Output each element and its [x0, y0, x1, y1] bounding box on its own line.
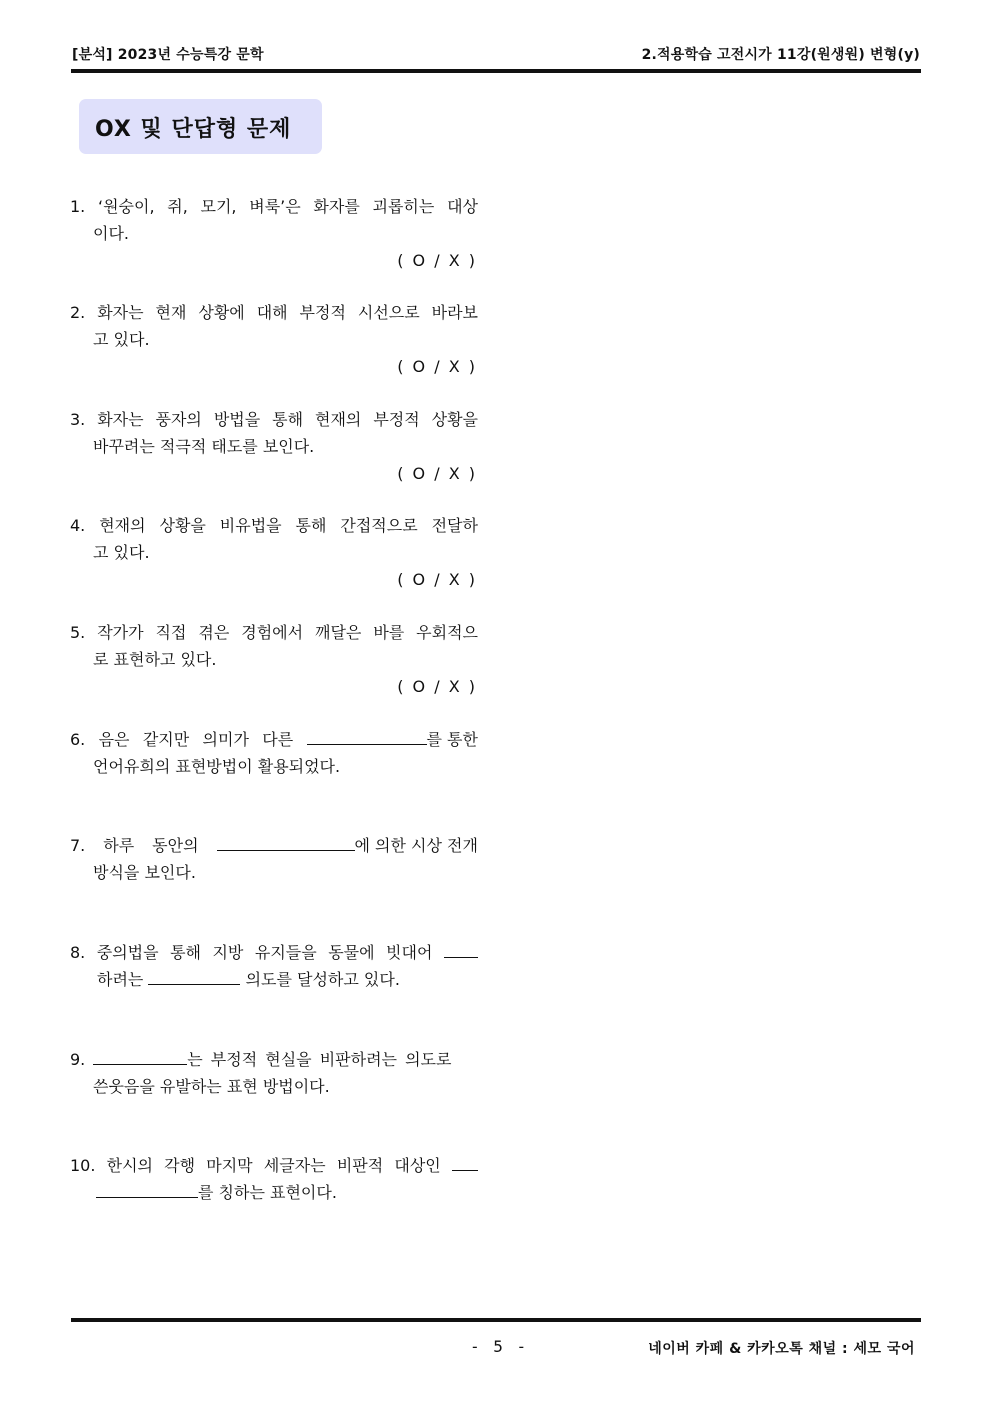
word: 모기, [200, 197, 237, 216]
question-7-line-1 [70, 832, 478, 859]
word: 대상인 [394, 1156, 441, 1175]
word: 전달하 [431, 516, 478, 535]
question-1-line-1 [70, 193, 478, 220]
answer-blank[interactable] [444, 939, 478, 958]
question-6-line-2: 언어유희의 표현방법이 활용되었다. [93, 757, 341, 776]
ox-answer-mark: ( O / X ) [397, 570, 477, 589]
word: 작가가 [97, 623, 144, 642]
question-number: 1. [70, 197, 86, 216]
word: 현재의 [99, 516, 146, 535]
word: 빗대어 [386, 943, 433, 962]
question-6 [70, 726, 478, 780]
text-before-blank: 하려는 [97, 970, 144, 989]
question-4-line-1 [70, 512, 478, 539]
question-8-line-2 [70, 966, 478, 993]
word: 바를 [373, 623, 405, 642]
word: 깨달은 [315, 623, 362, 642]
question-9 [70, 1046, 478, 1100]
word: 직접 [155, 623, 187, 642]
question-1 [70, 193, 478, 274]
answer-blank[interactable] [93, 1046, 187, 1065]
question-6-line-1 [70, 726, 478, 753]
word: 유지들을 [254, 943, 317, 962]
text-after-blank: 는 부정적 현실을 비판하려는 의도로 [187, 1050, 452, 1069]
word: 비판적 [336, 1156, 384, 1175]
word: 동안의 [152, 836, 199, 855]
ox-answer-mark: ( O / X ) [397, 357, 477, 376]
word: 시선으로 [357, 303, 420, 322]
word: 바라보 [431, 303, 478, 322]
text-after-blank: 에 의한 시상 전개 [354, 836, 478, 855]
word: 벼룩’은 [249, 197, 301, 216]
header-divider [71, 69, 921, 73]
question-5 [70, 619, 478, 700]
footer-channel-text: 네이버 카페 & 카카오톡 채널 : 세모 국어 [648, 1341, 915, 1357]
question-4 [70, 512, 478, 593]
question-2 [70, 299, 478, 380]
word: 겪은 [198, 623, 230, 642]
question-7-line-2: 방식을 보인다. [93, 863, 196, 882]
question-number: 7. [70, 836, 86, 855]
question-number: 4. [70, 516, 86, 535]
word: 지방 [212, 943, 244, 962]
question-8 [70, 939, 478, 993]
word: 의미가 [202, 730, 249, 749]
answer-blank[interactable] [452, 1152, 478, 1171]
word: 통해 [272, 410, 304, 429]
section-title: OX 및 단답형 문제 [95, 117, 292, 142]
ox-answer-mark: ( O / X ) [397, 464, 477, 483]
word: 대상 [447, 197, 478, 216]
word: 같지만 [142, 730, 190, 749]
word: 경험에서 [241, 623, 304, 642]
word: 부정적 [299, 303, 346, 322]
text-after-blank: 를 칭하는 표현이다. [198, 1183, 337, 1202]
word: 풍자의 [155, 410, 202, 429]
question-7 [70, 832, 478, 886]
question-number: 5. [70, 623, 86, 642]
question-3 [70, 406, 478, 487]
word: 상황을 [431, 410, 478, 429]
question-3-line-2: 바꾸려는 적극적 태도를 보인다. [93, 437, 315, 456]
word: 현재의 [315, 410, 362, 429]
word: 비유법을 [219, 516, 282, 535]
word: 우회적으 [416, 623, 478, 642]
page-number: - 5 - [470, 1337, 529, 1356]
text-after-blank: 의도를 달성하고 있다. [245, 970, 400, 989]
word: 각행 [164, 1156, 196, 1175]
question-10 [70, 1152, 478, 1206]
question-5-line-2: 로 표현하고 있다. [93, 650, 217, 669]
question-10-line-2 [70, 1179, 478, 1206]
word: 화자를 [313, 197, 360, 216]
word: 하루 [103, 836, 135, 855]
question-number: 9. [70, 1050, 86, 1069]
word: 현재 [155, 303, 187, 322]
word: 마지막 [206, 1156, 253, 1175]
question-9-line-2: 쓴웃음을 유발하는 표현 방법이다. [93, 1077, 330, 1096]
answer-blank[interactable] [96, 1179, 198, 1198]
word: 방법을 [213, 410, 261, 429]
word: 간접적으로 [340, 516, 418, 535]
word: 부정적 [373, 410, 420, 429]
question-number: 2. [70, 303, 86, 322]
footer-divider [71, 1318, 921, 1322]
word: 상황에 [198, 303, 245, 322]
word: 화자는 [97, 410, 144, 429]
word: ‘원숭이, [97, 197, 155, 216]
question-9-line-1 [70, 1046, 478, 1073]
word: 괴롭히는 [372, 197, 435, 216]
question-number: 3. [70, 410, 86, 429]
question-1-line-2: 이다. [93, 224, 129, 243]
question-number: 8. [70, 943, 86, 962]
word: 통해 [295, 516, 327, 535]
word: 음은 [98, 730, 130, 749]
word: 세글자는 [263, 1156, 326, 1175]
question-8-line-1 [70, 939, 478, 966]
word: 대해 [256, 303, 288, 322]
answer-blank[interactable] [148, 966, 240, 985]
ox-answer-mark: ( O / X ) [397, 251, 477, 270]
question-3-line-1 [70, 406, 478, 433]
word: 통해 [170, 943, 201, 962]
word: 쥐, [167, 197, 188, 216]
word: 중의법을 [96, 943, 159, 962]
header-left-title: [분석] 2023년 수능특강 문학 [72, 47, 264, 63]
question-number: 6. [70, 730, 86, 749]
question-5-line-1 [70, 619, 478, 646]
question-2-line-1 [70, 299, 478, 326]
question-2-line-2: 고 있다. [93, 330, 150, 349]
header-right-title: 2.적용학습 고전시가 11강(원생원) 변형(y) [641, 47, 920, 63]
word: 화자는 [97, 303, 144, 322]
text-after-blank: 를 통한 [426, 730, 478, 749]
question-4-line-2: 고 있다. [93, 543, 150, 562]
question-number: 10. [70, 1156, 96, 1175]
word: 한시의 [106, 1156, 153, 1175]
answer-blank[interactable] [307, 726, 427, 745]
answer-blank[interactable] [217, 832, 355, 851]
word: 다른 [262, 730, 294, 749]
word: 동물에 [328, 943, 375, 962]
question-10-line-1 [70, 1152, 478, 1179]
ox-answer-mark: ( O / X ) [397, 677, 477, 696]
word: 상황을 [159, 516, 206, 535]
